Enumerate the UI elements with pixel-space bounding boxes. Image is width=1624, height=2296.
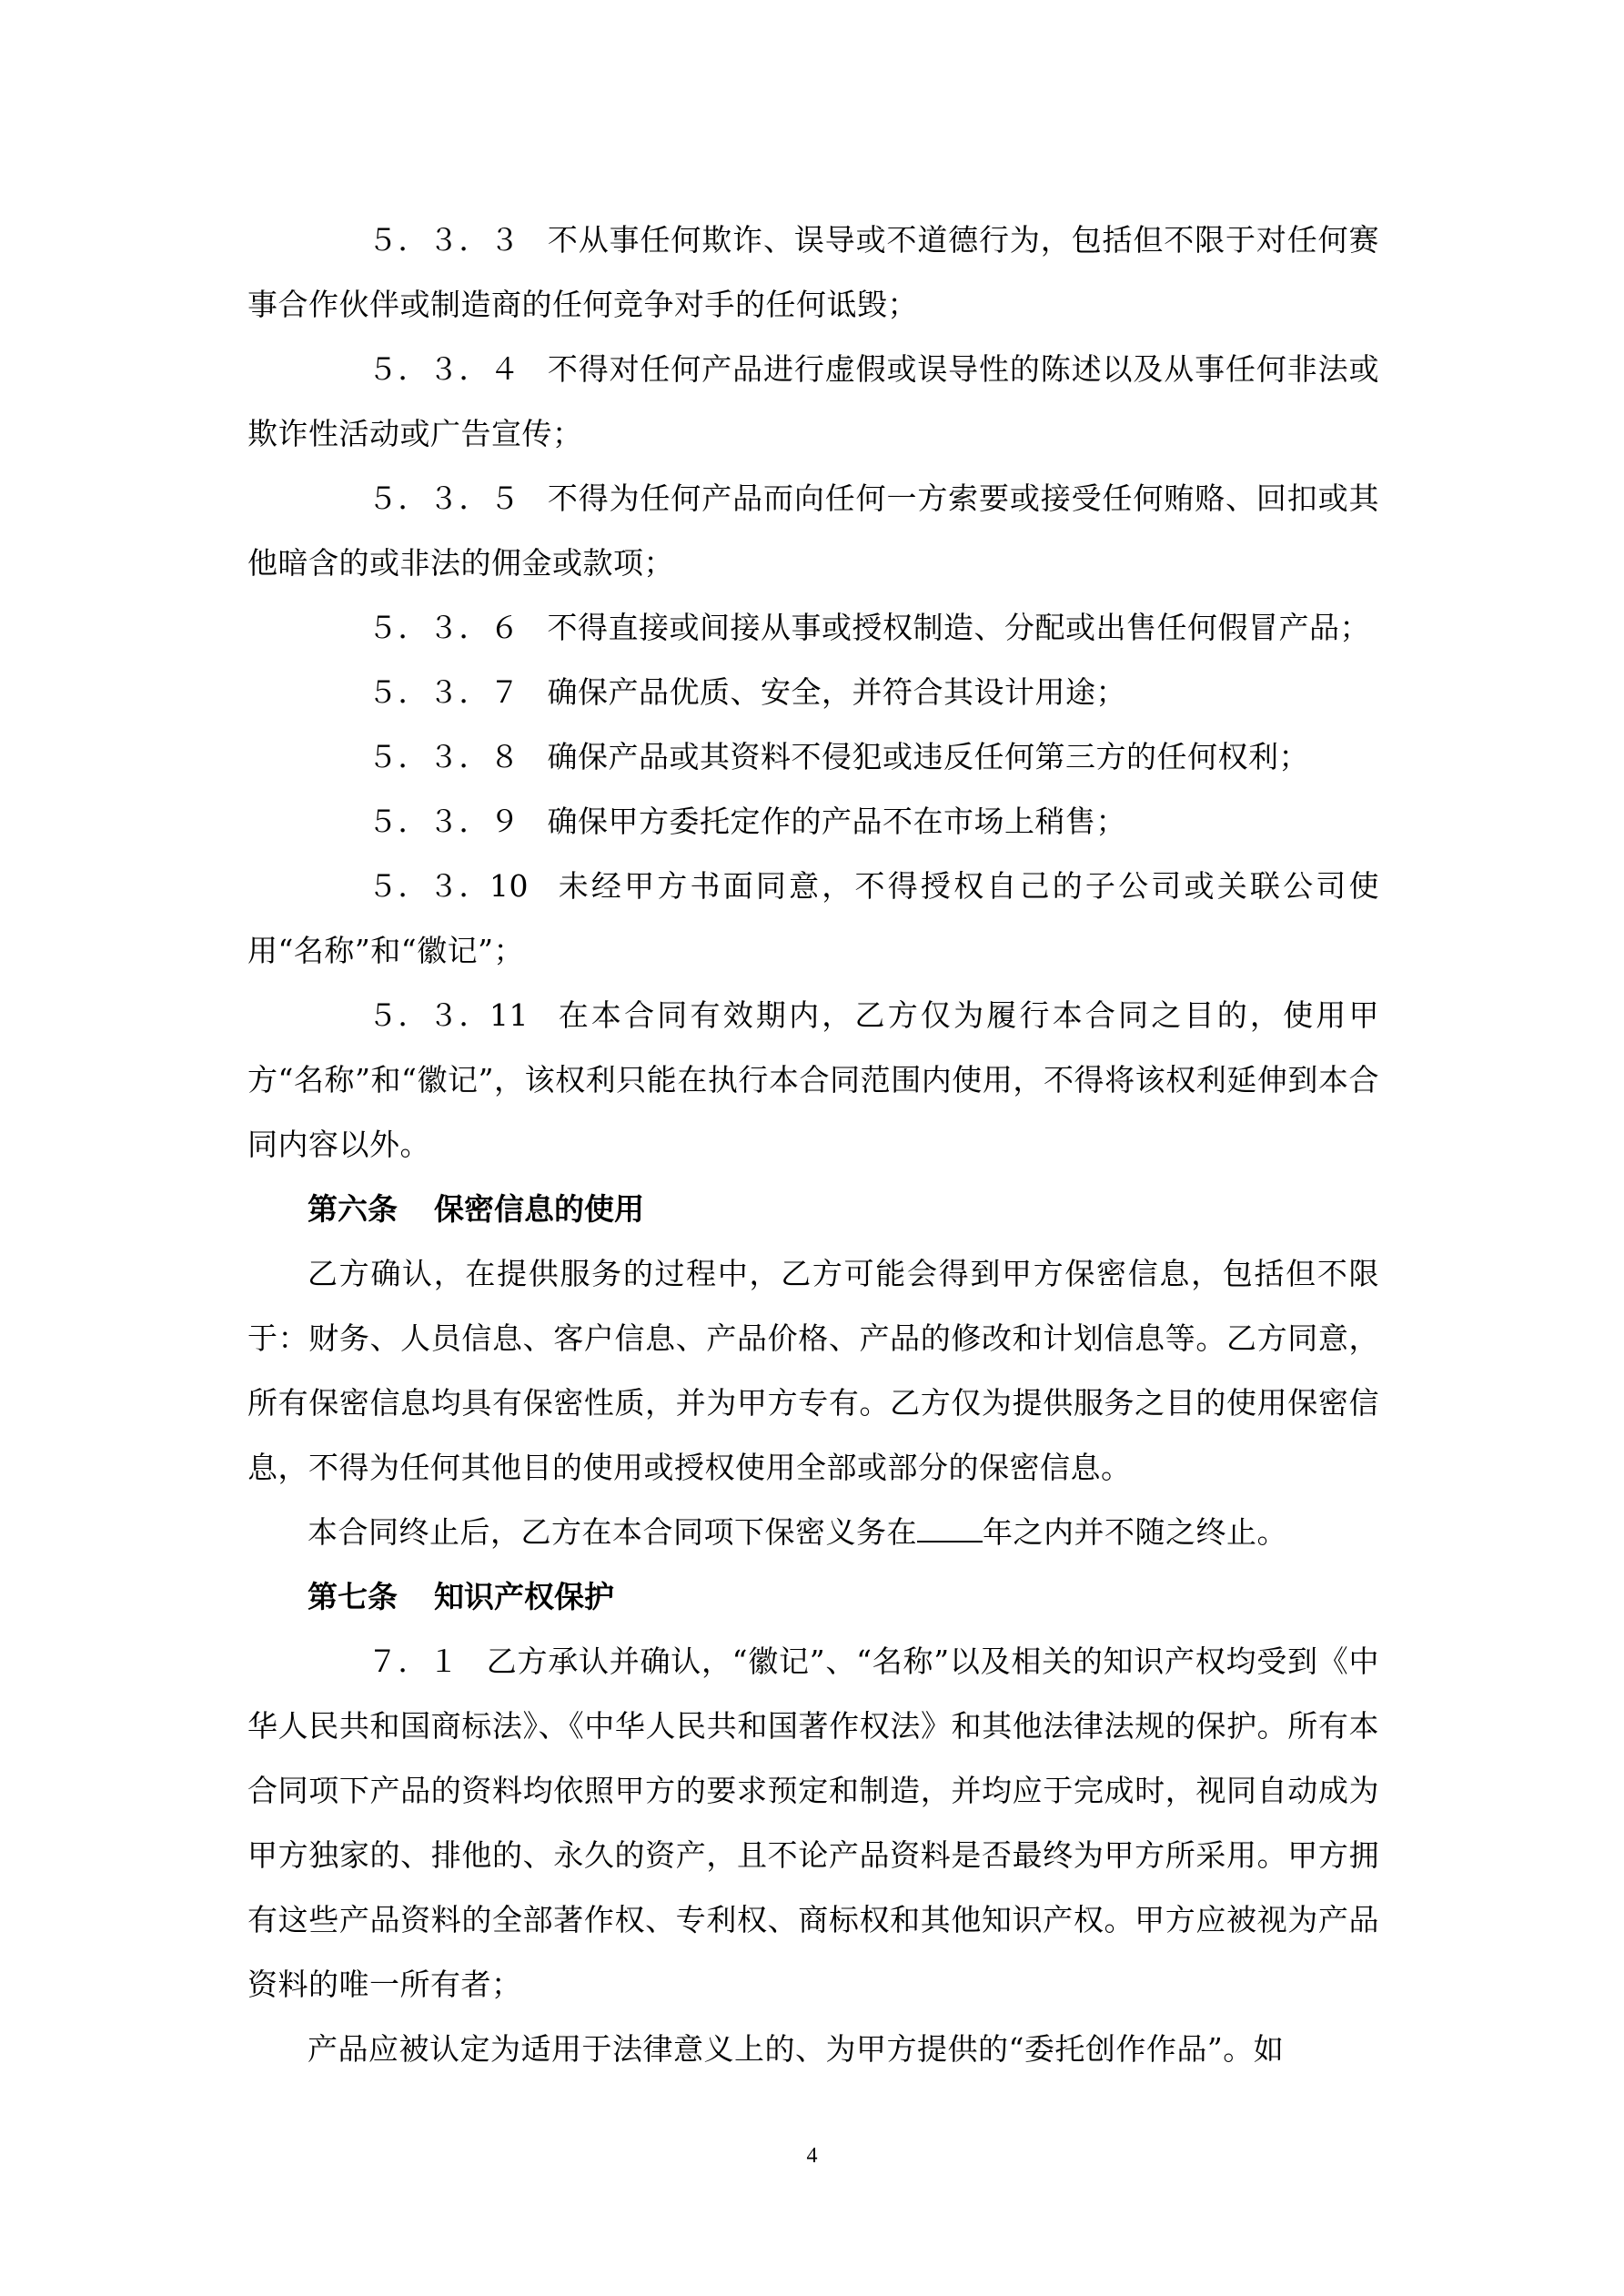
page-number: 4 (806, 2144, 818, 2168)
clause-text: 不得对任何产品进行虚假或误导性的陈述以及从事任何非法或欺诈性活动或广告宣传； (247, 351, 1379, 451)
page-content (247, 207, 1379, 2081)
clause-number: ５．３．11 (368, 997, 529, 1033)
article-7-heading (247, 1564, 1379, 1629)
clause-text: 未经甲方书面同意，不得授权自己的子公司或关联公司使用“名称”和“徽记”； (247, 868, 1379, 968)
clause-7-1 (247, 1629, 1379, 2017)
clause-5-3-3 (247, 207, 1379, 337)
clause-5-3-4 (247, 337, 1379, 466)
clause-text: 确保甲方委托定作的产品不在市场上稍售； (547, 804, 1126, 839)
clause-number: ５．３．９ (368, 804, 520, 839)
clause-text: 不得直接或间接从事或授权制造、分配或出售任何假冒产品； (547, 610, 1370, 645)
clause-text: 不从事任何欺诈、误导或不道德行为，包括但不限于对任何赛事合作伙伴或制造商的任何竞争对手的任何诋毁； (247, 222, 1379, 322)
clause-number: ５．３．７ (368, 674, 520, 710)
clause-text: 确保产品优质、安全，并符合其设计用途； (547, 674, 1126, 710)
article-6-heading (247, 1177, 1379, 1241)
clause-number: ５．３．８ (368, 739, 520, 774)
clause-text: 不得为任何产品而向任何一方索要或接受任何贿赂、回扣或其他暗含的或非法的佣金或款项； (247, 480, 1379, 581)
term-text-before: 本合同终止后，乙方在本合同项下保密义务在 (308, 1514, 917, 1550)
clause-number: ５．３．10 (368, 868, 529, 904)
clause-5-3-7 (247, 660, 1379, 724)
clause-5-3-6 (247, 595, 1379, 660)
clause-number: ５．３．４ (368, 351, 520, 387)
article-6-term-paragraph (247, 1500, 1379, 1564)
clause-5-3-9 (247, 789, 1379, 854)
article-number: 第六条 (308, 1191, 398, 1227)
clause-text: 确保产品或其资料不侵犯或违反任何第三方的任何权利； (547, 739, 1309, 774)
clause-5-3-10 (247, 854, 1379, 983)
clause-5-3-11 (247, 983, 1379, 1177)
clause-number: ５．３．５ (368, 480, 520, 516)
term-text-after: 年之内并不随之终止。 (983, 1514, 1287, 1550)
clause-number: ５．３．３ (368, 222, 520, 258)
article-6-paragraph: 乙方确认，在提供服务的过程中，乙方可能会得到甲方保密信息，包括但不限于：财务、人员信息、客户信息、产品价格、产品的修改和计划信息等。乙方同意，所有保密信息均具有保密性质，并为甲方专有。乙方仅为提供服务之目的使用保密信息，不得为任何其他目的使用或授权使用全部或部分的保密信息。 (247, 1256, 1379, 1485)
clause-5-3-8 (247, 724, 1379, 789)
blank-underline (917, 1513, 983, 1542)
article-7-paragraph: 产品应被认定为适用于法律意义上的、为甲方提供的“委托创作作品”。如 (308, 2031, 1285, 2067)
clause-text: 乙方承认并确认，“徽记”、“名称”以及相关的知识产权均受到《中华人民共和国商标法》、《中华人民共和国著作权法》和其他法律法规的保护。所有本合同项下产品的资料均依照甲方的要求预定和制造，并均应于完成时，视同自动成为甲方独家的、排他的、永久的资产，且不论产品资料是否最终为甲方所采用。甲方拥有这些产品资料的全部著作权、专利权、商标权和其他知识产权。甲方应被视为产品资料的唯一所有者； (247, 1644, 1379, 2002)
article-title: 保密信息的使用 (434, 1191, 644, 1227)
article-title: 知识产权保护 (434, 1579, 614, 1614)
clause-number: ７．１ (368, 1644, 459, 1679)
clause-text: 在本合同有效期内，乙方仅为履行本合同之目的，使用甲方“名称”和“徽记”，该权利只能在执行本合同范围内使用，不得将该权利延伸到本合同内容以外。 (247, 997, 1379, 1162)
clause-5-3-5 (247, 466, 1379, 595)
clause-number: ５．３．６ (368, 610, 520, 645)
article-number: 第七条 (308, 1579, 398, 1614)
